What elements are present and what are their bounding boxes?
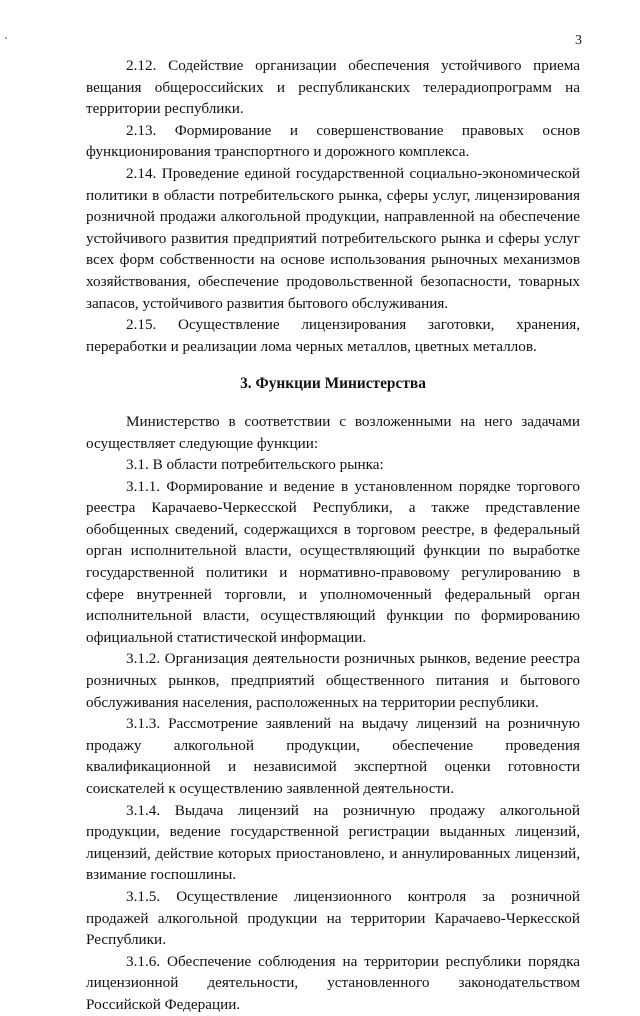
scan-speck [5,37,7,39]
paragraph-2-15: 2.15. Осуществление лицензирования заготовки, хранения, переработки и реализации лома черных металлов, цветных металлов. [86,316,580,355]
paragraph-2-14: 2.14. Проведение единой государственной социально-экономической политики в области потребительского рынка, сферы услуг, лицензирования розничной продажи алкогольной продукции, направленной на обеспечение устойчивого развития предприятий потребительского рынка и сферы услуг всех форм собственности на основе использования рыночных механизмов хозяйствования, обеспечение продовольственной безопасности, товарных запасов, устойчивого развития бытового обслуживания. [86,164,580,312]
page-number: 3 [575,33,582,48]
section-title: 3. Функции Министерства [240,375,426,393]
paragraph-3-1-4: 3.1.4. Выдача лицензий на розничную продажу алкогольной продукции, ведение государственной регистрации выданных лицензий, лицензий, действие которых приостановлено, и аннулированных лицензий, взимание госпошлины. [86,801,580,884]
paragraph-2-12: 2.12. Содействие организации обеспечения устойчивого приема вещания общероссийских и республиканских телерадиопрограмм на территории республики. [86,57,580,118]
paragraph-3-1-3: 3.1.3. Рассмотрение заявлений на выдачу лицензий на розничную продажу алкогольной продукции, обеспечение проведения квалификационной и независимой экспертной оценки готовности соискателей к осуществлению заявленной деятельности. [86,715,580,797]
paragraph-3-1-2: 3.1.2. Организация деятельности розничных рынков, ведение реестра розничных рынков, предприятий общественного питания и бытового обслуживания населения, расположенных на территории республики. [86,650,580,711]
document-body [86,55,580,1016]
paragraph-3-1-6: 3.1.6. Обеспечение соблюдения на территории республики порядка лицензионной деятельности, установленного законодательством Российской Федерации. [86,952,580,1013]
paragraph-3-1-5: 3.1.5. Осуществление лицензионного контроля за розничной продажей алкогольной продукции на территории Карачаево-Черкесской Республики. [86,887,580,949]
paragraph-3-1-1: 3.1.1. Формирование и ведение в установленном порядке торгового реестра Карачаево-Черкесской Республики, а также представление обобщенных сведений, содержащихся в торговом реестре, в федеральный орган исполнительной власти, осуществляющий функции по выработке государственной политики и нормативно-правовому регулированию в сфере внутренней торговли, и уполномоченный федеральный орган исполнительной власти, осуществляющий функции по формированию официальной статистической информации. [86,477,580,646]
subsection-heading: 3.1. В области потребительского рынка: [126,456,384,474]
paragraph-2-13: 2.13. Формирование и совершенствование правовых основ функционирования транспортного и дорожного комплекса. [86,121,580,161]
section-intro: Министерство в соответствии с возложенными на него задачами осуществляет следующие функции: [86,412,580,452]
